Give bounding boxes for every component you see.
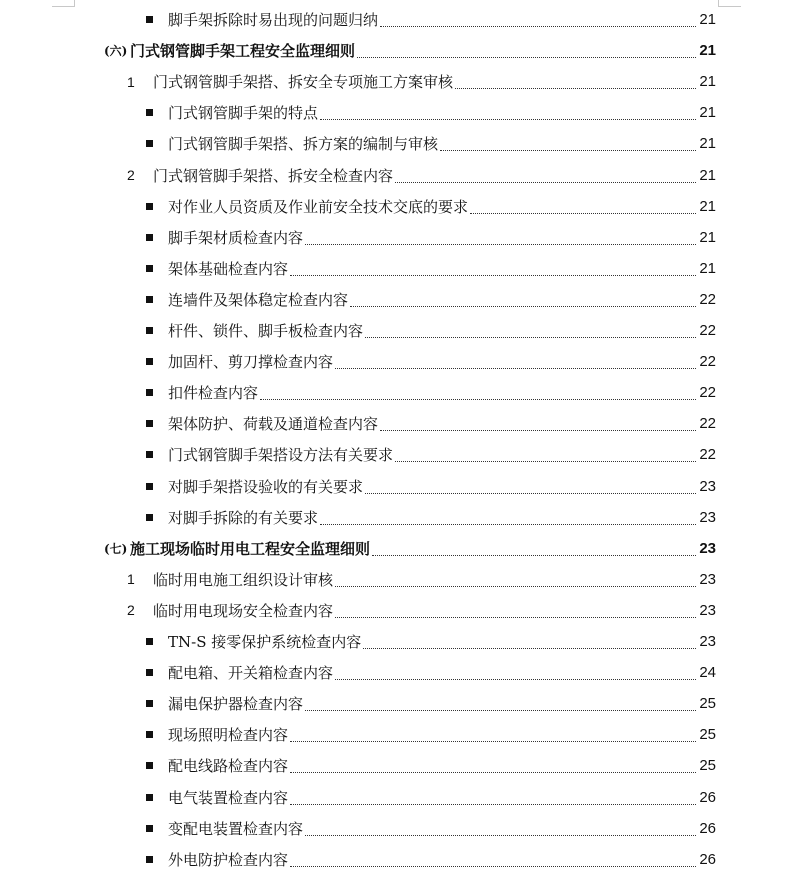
toc-entry-page-number: 21 [699,73,716,91]
bullet-icon [146,389,153,396]
toc-entry-page-number: 23 [699,477,716,495]
toc-entry[interactable] [146,253,716,284]
toc-entry-page-number: 23 [699,508,716,526]
toc-entry-title: 门式钢管脚手架的特点 [168,104,319,123]
toc-entry-title: 门式钢管脚手架工程安全监理细则 [130,42,356,61]
subsection-number: 1 [127,73,135,90]
dot-leader [320,119,696,120]
toc-entry-title: 临时用电施工组织设计审核 [153,570,334,589]
dot-leader [395,461,696,462]
dot-leader [290,866,696,867]
bullet-icon [146,700,153,707]
toc-entry-title: 架体防护、荷载及通道检查内容 [168,415,379,434]
bullet-icon [146,420,153,427]
page-corner-mark-right [718,0,741,7]
toc-entry[interactable] [146,377,716,408]
dot-leader [335,679,696,680]
toc-entry[interactable] [146,97,716,128]
dot-leader [350,306,696,307]
toc-entry[interactable] [104,533,716,564]
bullet-icon [146,16,153,23]
page-corner-mark-left [52,0,75,7]
dot-leader [305,244,696,245]
toc-entry[interactable] [146,408,716,439]
toc-entry-page-number: 22 [699,353,716,371]
bullet-icon [146,825,153,832]
toc-entry[interactable] [146,502,716,533]
dot-leader [455,88,696,89]
toc-entry[interactable] [104,35,716,66]
dot-leader [380,430,696,431]
dot-leader [357,57,696,58]
toc-entry-page-number: 22 [699,446,716,464]
toc-entry[interactable] [146,346,716,377]
toc-entry-title: 变配电装置检查内容 [168,819,304,838]
toc-entry-page-number: 26 [699,819,716,837]
toc-entry-title: 现场照明检查内容 [168,726,289,745]
toc-entry[interactable] [146,657,716,688]
toc-entry-page-number: 21 [699,228,716,246]
dot-leader [290,275,696,276]
bullet-icon [146,265,153,272]
dot-leader [372,555,696,556]
toc-entry-title: 门式钢管脚手架搭、拆安全检查内容 [153,166,394,185]
bullet-icon [146,109,153,116]
bullet-icon [146,358,153,365]
dot-leader [365,337,696,338]
toc-entry-page-number: 22 [699,384,716,402]
toc-entry-title: 连墙件及架体稳定检查内容 [168,290,349,309]
toc-entry-title: 对脚手拆除的有关要求 [168,508,319,527]
toc-entry[interactable] [146,782,716,813]
toc-entry-page-number: 21 [699,197,716,215]
bullet-icon [146,669,153,676]
toc-entry-page-number: 21 [699,135,716,153]
subsection-number: 1 [127,571,135,588]
dot-leader [363,648,696,649]
toc-entry[interactable] [146,471,716,502]
bullet-icon [146,451,153,458]
toc-entry-title: 配电线路检查内容 [168,757,289,776]
dot-leader [305,710,696,711]
toc-entry-page-number: 21 [699,259,716,277]
toc-entry[interactable] [146,750,716,781]
dot-leader [440,150,696,151]
toc-entry-page-number: 25 [699,726,716,744]
subsection-number: 2 [127,167,135,183]
toc-entry-page-number: 23 [699,570,716,588]
toc-entry[interactable] [127,564,716,595]
toc-entry-page-number: 22 [699,290,716,308]
dot-leader [470,213,696,214]
dot-leader [335,368,696,369]
toc-entry-title: 对作业人员资质及作业前安全技术交底的要求 [168,197,469,216]
dot-leader [290,804,696,805]
toc-entry-title: 漏电保护器检查内容 [168,695,304,714]
toc-entry[interactable] [127,160,716,191]
toc-entry[interactable] [127,595,716,626]
toc-entry-page-number: 26 [699,788,716,806]
toc-entry-page-number: 26 [699,850,716,868]
toc-entry[interactable] [146,4,716,35]
dot-leader [290,741,696,742]
toc-entry[interactable] [146,688,716,719]
toc-entry[interactable] [146,284,716,315]
section-number: (六) [104,44,128,59]
toc-entry-page-number: 21 [699,42,716,60]
toc-entry[interactable] [146,439,716,470]
bullet-icon [146,296,153,303]
toc-entry-title: 电气装置检查内容 [168,788,289,807]
toc-entry-title: 门式钢管脚手架搭设方法有关要求 [168,446,394,465]
toc-entry-title: 施工现场临时用电工程安全监理细则 [130,539,371,558]
toc-entry-title: 门式钢管脚手架搭、拆方案的编制与审核 [168,135,439,154]
toc-entry-page-number: 24 [699,664,716,682]
dot-leader [260,399,696,400]
dot-leader [365,493,696,494]
toc-entry[interactable] [146,315,716,346]
bullet-icon [146,762,153,769]
bullet-icon [146,638,153,645]
dot-leader [305,835,696,836]
toc-entry-title: 脚手架材质检查内容 [168,228,304,247]
toc-entry-title: 外电防护检查内容 [168,850,289,869]
bullet-icon [146,203,153,210]
dot-leader [290,772,696,773]
toc-entry[interactable] [146,626,716,657]
toc-entry-title: TN-S 接零保护系统检查内容 [168,633,362,651]
bullet-icon [146,731,153,738]
toc-entry[interactable] [146,128,716,159]
section-number: (七) [104,541,128,556]
bullet-icon [146,327,153,334]
toc-entry[interactable] [146,222,716,253]
dot-leader [380,26,696,27]
toc-entry[interactable] [127,66,716,97]
toc-entry-page-number: 21 [699,11,716,28]
toc-entry-title: 配电箱、开关箱检查内容 [168,664,334,683]
toc-entry-page-number: 22 [699,322,716,339]
dot-leader [395,182,696,183]
toc-entry[interactable] [146,813,716,844]
toc-entry-page-number: 21 [699,104,716,122]
toc-entry-title: 杆件、锁件、脚手板检查内容 [168,322,364,340]
bullet-icon [146,140,153,147]
dot-leader [335,586,696,587]
dot-leader [335,617,696,618]
toc-entry[interactable] [146,844,716,875]
toc-entry-page-number: 22 [699,415,716,433]
toc-entry-title: 门式钢管脚手架搭、拆安全专项施工方案审核 [153,73,454,92]
toc-entry-title: 加固杆、剪刀撑检查内容 [168,353,334,372]
toc-entry-page-number: 23 [699,633,716,650]
toc-entry-title: 脚手架拆除时易出现的问题归纳 [168,11,379,29]
toc-entry[interactable] [146,191,716,222]
toc-entry-page-number: 23 [699,601,716,619]
toc-entry-title: 临时用电现场安全检查内容 [153,601,334,620]
bullet-icon [146,514,153,521]
bullet-icon [146,794,153,801]
bullet-icon [146,856,153,863]
toc-entry-page-number: 25 [699,757,716,775]
dot-leader [320,524,696,525]
toc-entry[interactable] [146,719,716,750]
toc-entry-title: 架体基础检查内容 [168,259,289,278]
subsection-number: 2 [127,602,135,619]
bullet-icon [146,234,153,241]
toc-entry-page-number: 23 [699,539,716,557]
toc-entry-page-number: 21 [699,166,716,184]
toc-entry-title: 扣件检查内容 [168,384,259,403]
toc-entry-title: 对脚手架搭设验收的有关要求 [168,477,364,496]
toc-entry-page-number: 25 [699,695,716,713]
bullet-icon [146,483,153,490]
